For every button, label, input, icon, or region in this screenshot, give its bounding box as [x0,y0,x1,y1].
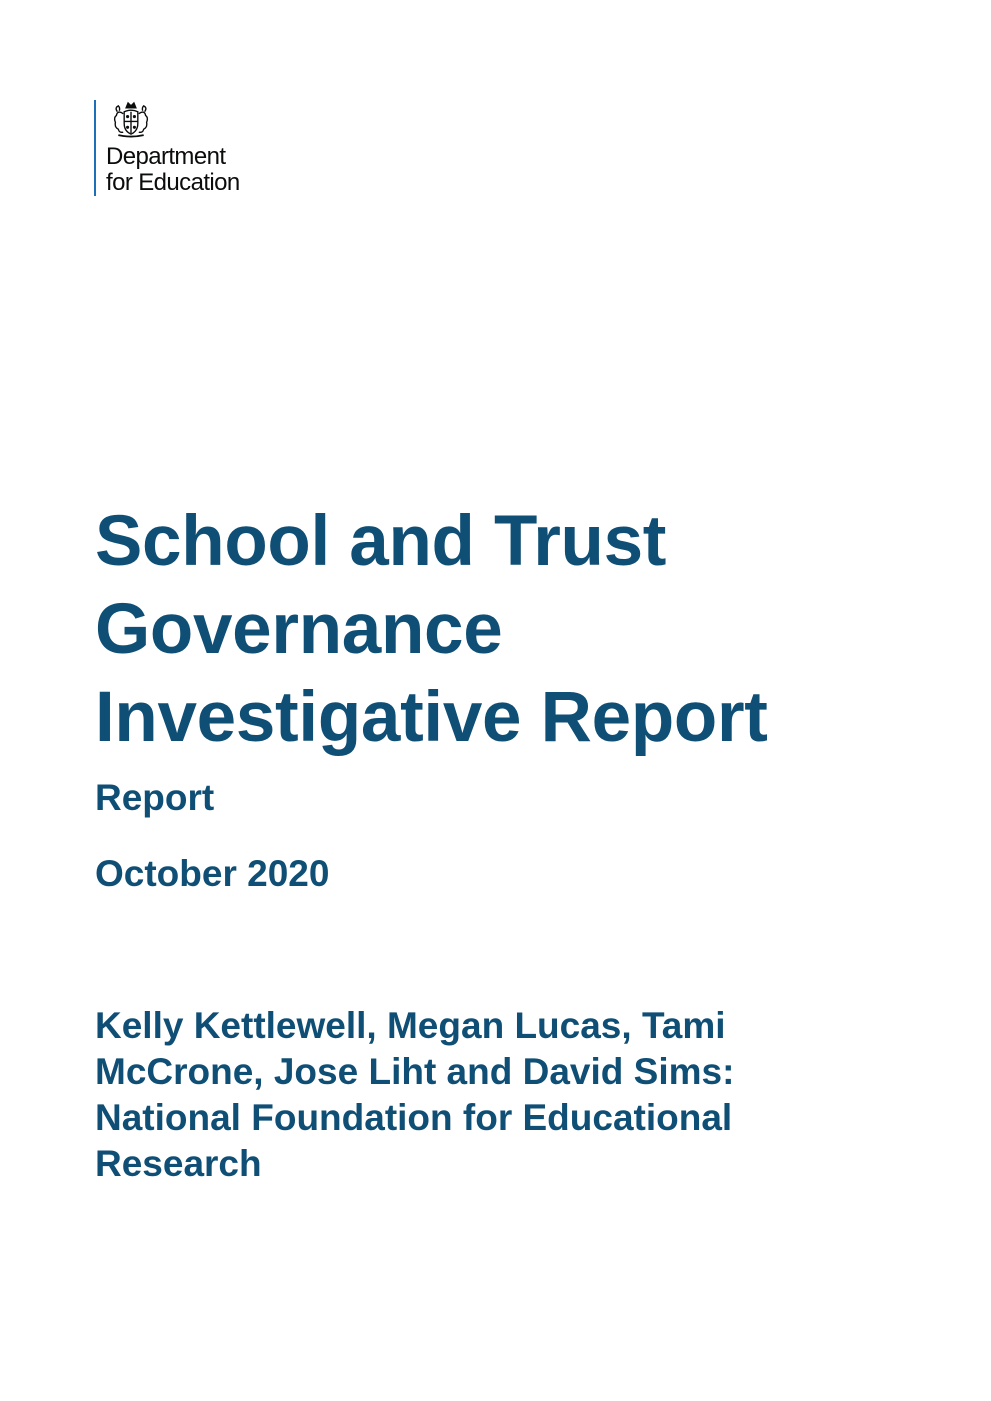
logo-rule [94,100,96,196]
logo-text [106,144,240,196]
report-title [95,498,955,762]
authors-line-2: McCrone, Jose Liht and David Sims: [95,1051,735,1092]
publication-date: October 2020 [95,853,330,894]
report-title-line-1: School and Trust [95,502,667,581]
logo-text-line-1: Department [106,143,226,170]
authors-line-1: Kelly Kettlewell, Megan Lucas, Tami [95,1005,726,1046]
authors [95,1003,935,1187]
report-title-line-3: Investigative Report [95,678,768,757]
report-title-line-2: Governance [95,590,503,669]
logo-text-line-2: for Education [106,169,240,196]
logo-body [106,100,240,196]
royal-coat-of-arms-icon [108,100,154,139]
authors-line-4: Research [95,1143,262,1184]
authors-line-3: National Foundation for Educational [95,1097,733,1138]
department-logo [94,100,240,196]
report-subtitle: Report [95,777,215,818]
